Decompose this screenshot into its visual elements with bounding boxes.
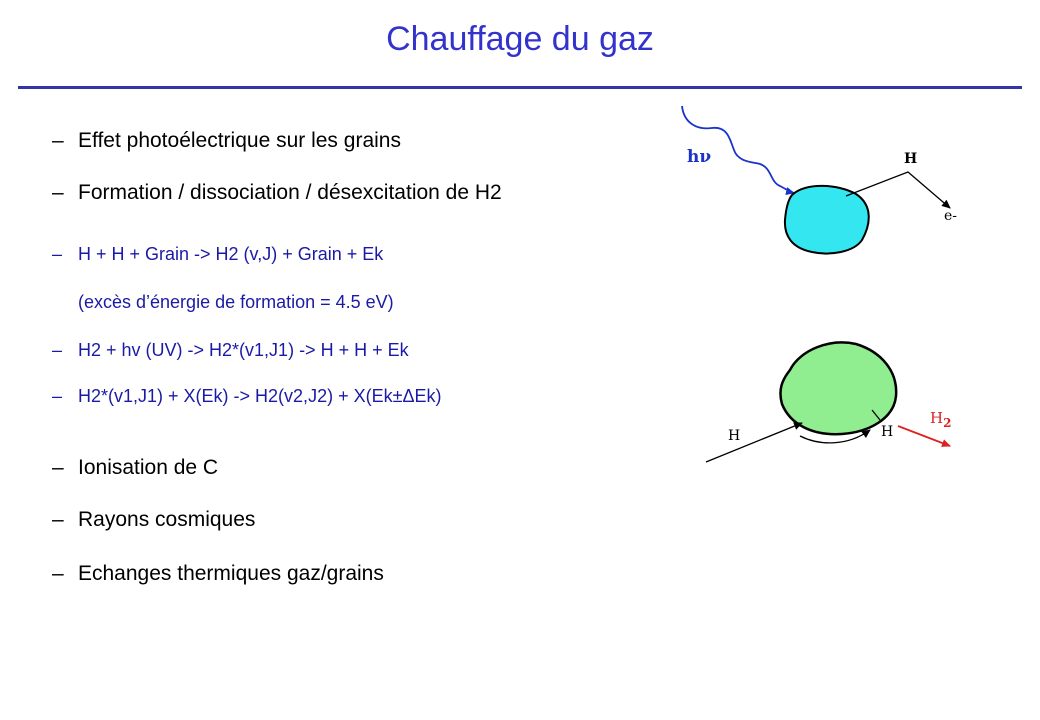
bullet-text: Rayons cosmiques [78, 508, 256, 531]
bullet-text: Formation / dissociation / désexcitation de H2 [78, 181, 502, 204]
sub-bullet-text: H2*(v1,J1) + X(Ek) -> H2(v2,J2) + X(Ek±ΔEk) [78, 386, 442, 406]
bullet-text: Ionisation de C [78, 456, 219, 479]
bullet-dash: – [52, 129, 64, 152]
incoming-h-label: H [728, 428, 741, 444]
bullet-dash: – [52, 340, 63, 360]
bullet-dash: – [52, 386, 63, 406]
photon-label: hν [687, 147, 712, 167]
h2-molecule-h: H [930, 409, 944, 427]
sub-bullet-text: H + H + Grain -> H2 (v,J) + Grain + Ek [78, 244, 384, 264]
h2-molecule-label [930, 409, 951, 430]
sub-bullet-text: H2 + hv (UV) -> H2*(v1,J1) -> H + H + Ek [78, 340, 409, 360]
bullet-text: Echanges thermiques gaz/grains [78, 562, 384, 585]
bullet-dash: – [52, 508, 64, 531]
bullet-text: Effet photoélectrique sur les grains [78, 129, 401, 152]
slide-title: Chauffage du gaz [386, 20, 654, 58]
h2-formation-diagram [706, 342, 951, 462]
h2-molecule-subscript: 2 [943, 416, 952, 430]
dust-grain-cyan [785, 186, 869, 254]
h-atom-label: H [904, 151, 918, 167]
adsorbed-h-label: H [881, 424, 894, 440]
incoming-h-arrow [706, 423, 802, 462]
sub-bullet-formation-energy-note: (excès d’énergie de formation = 4.5 eV) [78, 292, 394, 312]
bullet-dash: – [52, 456, 64, 479]
photoelectric-diagram [682, 106, 957, 254]
bullet-dash: – [52, 181, 64, 204]
electron-label: e- [944, 208, 958, 224]
bullet-dash: – [52, 562, 64, 585]
dust-grain-green [780, 342, 896, 434]
bullet-dash: – [52, 244, 63, 264]
